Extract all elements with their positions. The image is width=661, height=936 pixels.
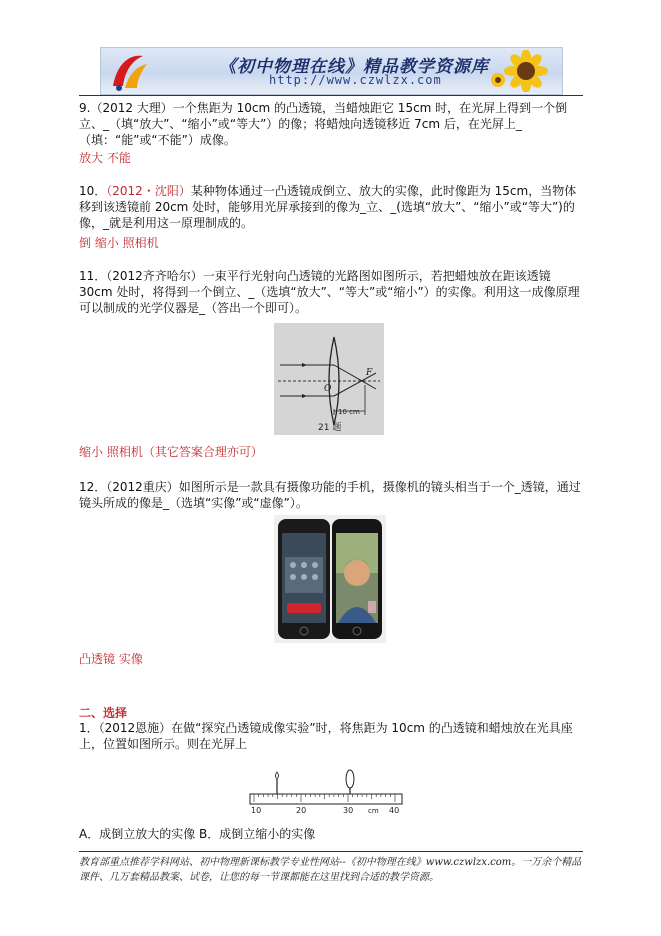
question-9: 9.（2012 大理）一个焦距为 10cm 的凸透镜，当蜡烛距它 15cm 时，在光屏上得到一个倒立、_（填“放大”、“缩小”或“等大”）的像；将蜡烛向透镜移近 7cm 后，在光屏上_（填：“能”或“不能”）成像。 [79, 101, 568, 147]
question-10-number: 10． [79, 184, 107, 198]
phone-figure [274, 515, 386, 643]
phone-illustration [274, 515, 386, 643]
lens-distance-label: 10 cm [338, 408, 360, 416]
answer-11: 缩小 照相机（其它答案合理亦可） [79, 445, 263, 459]
lens-figure [274, 323, 384, 435]
section-2-options: A．成倒立放大的实像 B．成倒立缩小的实像 [79, 827, 316, 841]
ruler-unit-label: cm [368, 807, 379, 815]
ruler-tick-label-30: 30 [343, 806, 354, 815]
section-2-heading: 二、选择 [79, 706, 128, 720]
section-2-question-1: 1．（2012恩施）在做“探究凸透镜成像实验”时，将焦距为 10cm 的凸透镜和蜡烛放在光具座上，位置如图所示。则在光屏上 [79, 721, 573, 751]
banner-url[interactable]: http://www.czwlzx.com [269, 73, 442, 87]
footer-text: 教育部重点推荐学科网站、初中物理新课标教学专业性网站--《初中物理在线》www.czwlzx.com。一万余个精品课件、几万套精品教案、试卷，让您的每一节课都能在这里找到合适的教学资源。 [79, 857, 582, 883]
ruler-tick-label-40: 40 [389, 806, 400, 815]
answer-9: 放大 不能 [79, 151, 131, 165]
header-banner [100, 47, 563, 95]
question-12: 12．（2012重庆）如图所示是一款具有摄像功能的手机，摄像机的镜头相当于一个_透镜，通过镜头所成的像是_（选填“实像”或“虚像”）。 [79, 480, 581, 510]
optical-bench-figure [246, 768, 406, 816]
question-10-body: 某种物体通过一凸透镜成倒立、放大的实像，此时像距为 15cm，当物体移到该透镜前 20cm 处时，能够用光屏承接到的像为_立、_(选填“放大”、“缩小”或“等大”)的像，_就是利用这一原理制成的。 [79, 184, 577, 230]
answer-10: 倒 缩小 照相机 [79, 236, 159, 250]
banner-title: 《初中物理在线》精品教学资源库 [219, 57, 489, 77]
lens-focal-label: F [366, 368, 373, 378]
question-11: 11．（2012齐齐哈尔）一束平行光射向凸透镜的光路图如图所示，若把蜡烛放在距该透镜 30cm 处时，将得到一个倒立、_（选填“放大”、“等大”或“缩小”）的实像。利用这一成像原理可以制成的光学仪器是_（答出一个即可）。 [79, 269, 580, 315]
footer-rule [79, 851, 583, 852]
question-10 [79, 183, 583, 231]
optical-bench-ruler [246, 768, 406, 816]
header-rule [79, 95, 583, 96]
sunflower-icon [486, 50, 556, 92]
site-logo-icon [107, 50, 151, 92]
ruler-tick-label-10: 10 [251, 806, 262, 815]
lens-diagram [274, 323, 384, 435]
question-10-source: （2012・沈阳） [106, 184, 191, 198]
lens-figure-caption: 21 题 [318, 423, 342, 433]
lens-center-label: O [324, 384, 332, 394]
answer-12: 凸透镜 实像 [79, 652, 143, 666]
ruler-tick-label-20: 20 [296, 806, 307, 815]
